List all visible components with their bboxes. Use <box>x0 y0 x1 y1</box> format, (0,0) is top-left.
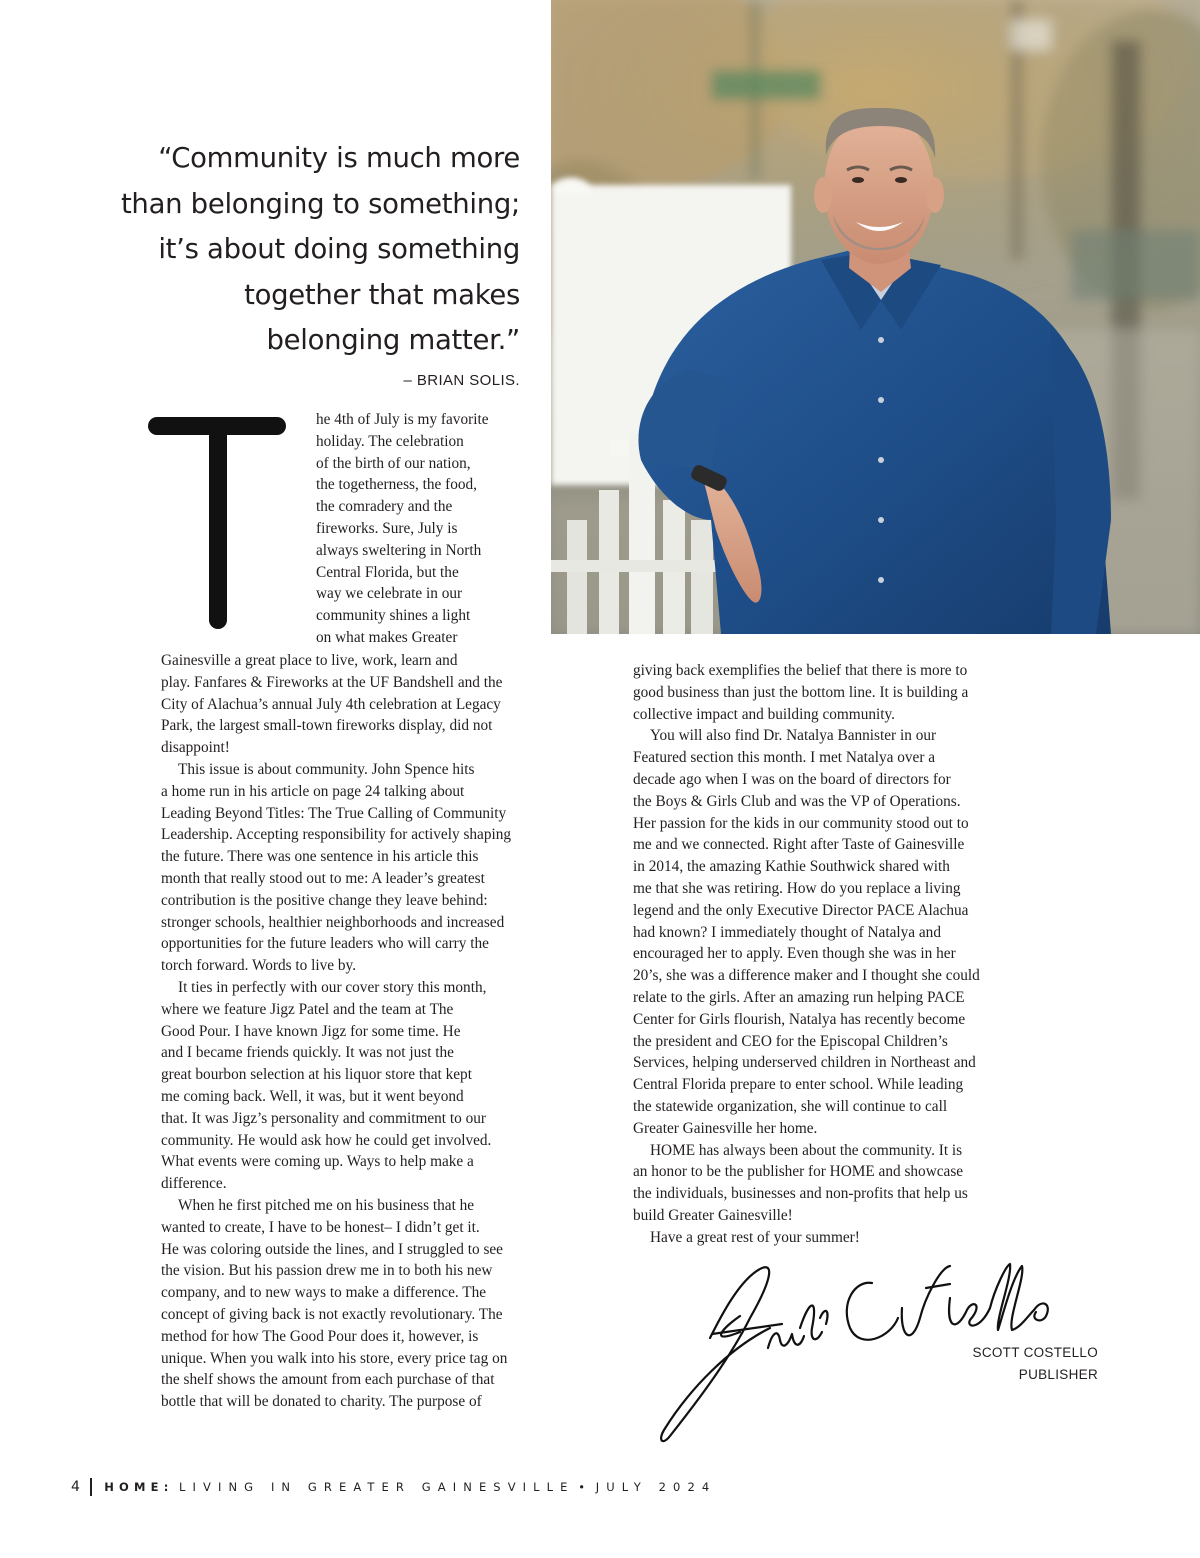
article-line: and I became friends quickly. It was not just the <box>161 1044 454 1062</box>
article-line: Center for Girls flourish, Natalya has recently become <box>633 1010 966 1028</box>
pull-quote <box>110 136 520 364</box>
article-line: holiday. The celebration <box>316 432 464 450</box>
article-line: It ties in perfectly with our cover story this month, <box>178 978 487 996</box>
article-line: Central Florida, but the <box>316 563 459 581</box>
pull-quote-line: it’s about doing something <box>158 233 520 265</box>
article-line: of the birth of our nation, <box>316 454 471 472</box>
article-line: the vision. But his passion drew me in to both his new <box>161 1262 493 1280</box>
article-line: Have a great rest of your summer! <box>650 1228 860 1246</box>
article-line: When he first pitched me on his business that he <box>178 1196 475 1214</box>
article-line: the shelf shows the amount from each purchase of that <box>161 1371 495 1389</box>
article-line: relate to the girls. After an amazing run helping PACE <box>633 988 965 1006</box>
article-line: build Greater Gainesville! <box>633 1206 793 1224</box>
article-line: me and we connected. Right after Taste of Gainesville <box>633 836 965 854</box>
article-line: giving back exemplifies the belief that there is more to <box>633 662 968 679</box>
footer-bullet: • <box>578 1480 593 1494</box>
drop-cap-stem <box>209 417 227 629</box>
pull-quote-line: “Community is much more <box>158 142 520 174</box>
article-intro <box>316 409 489 649</box>
article-line: bottle that will be donated to charity. The purpose of <box>161 1393 482 1411</box>
article-line: 20’s, she was a difference maker and I thought she could <box>633 967 980 985</box>
article-line: fireworks. Sure, July is <box>316 519 458 537</box>
article-line: on what makes Greater <box>316 628 458 646</box>
article-line: unique. When you walk into his store, every price tag on <box>161 1349 508 1367</box>
article-line: a home run in his article on page 24 talking about <box>161 782 465 800</box>
article-line: the togetherness, the food, <box>316 476 477 494</box>
article-line: play. Fanfares & Fireworks at the UF Bandshell and the <box>161 673 503 691</box>
drop-cap-letter <box>148 417 286 629</box>
pull-quote-line: than belonging to something; <box>120 187 520 220</box>
article-line: the president and CEO for the Episcopal Children’s <box>633 1032 948 1050</box>
article-line: where we feature Jigz Patel and the team at The <box>161 1000 454 1018</box>
article-line: opportunities for the future leaders who will carry the <box>161 935 489 953</box>
article-line: Featured section this month. I met Natalya over a <box>633 749 936 767</box>
article-line: difference. <box>161 1175 227 1193</box>
article-line: me coming back. Well, it was, but it went beyond <box>161 1087 464 1105</box>
article-line: concept of giving back is not exactly revolutionary. The <box>161 1305 503 1323</box>
article-line: Her passion for the kids in our community stood out to <box>633 814 969 832</box>
article-line: community shines a light <box>316 607 471 625</box>
article-line: the individuals, businesses and non-profits that help us <box>633 1185 968 1203</box>
article-column-right <box>633 660 980 1249</box>
article-line: Leading Beyond Titles: The True Calling of Community <box>161 804 507 822</box>
article-line: encouraged her to apply. Even though she was in her <box>633 945 956 963</box>
article-column-left <box>161 650 511 1413</box>
article-line: the comradery and the <box>316 498 453 516</box>
pull-quote-line: belonging matter.” <box>266 324 520 356</box>
article-line: This issue is about community. John Spence hits <box>178 760 475 778</box>
article-line: Gainesville a great place to live, work, learn and <box>161 652 458 669</box>
article-line: Leadership. Accepting responsibility for actively shaping <box>161 826 512 844</box>
article-line: the Boys & Girls Club and was the VP of Operations. <box>633 792 961 810</box>
article-line: Services, helping underserved children in Northeast and <box>633 1054 976 1072</box>
article-line: an honor to be the publisher for HOME and showcase <box>633 1163 964 1181</box>
article-line: Park, the largest small-town fireworks display, did not <box>161 717 493 735</box>
footer-divider <box>90 1478 92 1496</box>
article-line: wanted to create, I have to be honest– I didn’t get it. <box>161 1218 480 1236</box>
article-line: way we celebrate in our <box>316 585 463 603</box>
article-line: Good Pour. I have known Jigz for some time. He <box>161 1022 461 1040</box>
signature-name: SCOTT COSTELLO <box>972 1345 1098 1360</box>
article-line: Greater Gainesville her home. <box>633 1119 818 1137</box>
article-line: always sweltering in North <box>316 541 482 559</box>
article-line: City of Alachua’s annual July 4th celebration at Legacy <box>161 695 501 713</box>
page-number: 4 <box>71 1479 80 1495</box>
article-line: had known? I immediately thought of Natalya and <box>633 923 941 941</box>
article-line: the future. There was one sentence in his article this <box>161 848 479 866</box>
publisher-portrait-photo <box>551 0 1200 634</box>
article-line: HOME has always been about the community. It is <box>650 1141 963 1159</box>
article-line: collective impact and building community. <box>633 705 895 723</box>
article-line: torch forward. Words to live by. <box>161 957 357 975</box>
article-line: community. He would ask how he could get involved. <box>161 1131 492 1149</box>
article-line: legend and the only Executive Director PACE Alachua <box>633 901 969 919</box>
brand-separator: : <box>163 1480 176 1494</box>
magazine-subtitle: LIVING IN GREATER GAINESVILLE <box>179 1480 575 1494</box>
article-line: me that she was retiring. How do you replace a living <box>633 879 961 897</box>
article-line: that. It was Jigz’s personality and commitment to our <box>161 1109 486 1127</box>
article-line: in 2014, the amazing Kathie Southwick shared with <box>633 858 950 876</box>
page-footer <box>71 1478 716 1498</box>
article-line: What events were coming up. Ways to help make a <box>161 1153 474 1171</box>
article-line: decade ago when I was on the board of directors for <box>633 770 951 788</box>
article-line: He was coloring outside the lines, and I struggled to see <box>161 1240 503 1258</box>
signature-title: PUBLISHER <box>1018 1367 1098 1382</box>
article-line: Central Florida prepare to enter school. While leading <box>633 1076 964 1094</box>
issue-date: JULY 2024 <box>595 1480 717 1494</box>
article-line: method for how The Good Pour does it, however, is <box>161 1327 479 1345</box>
quote-attribution: – BRIAN SOLIS. <box>403 372 520 389</box>
pull-quote-line: together that makes <box>244 278 520 311</box>
article-line: he 4th of July is my favorite <box>316 411 489 428</box>
article-line: You will also find Dr. Natalya Bannister in our <box>650 727 937 745</box>
article-line: good business than just the bottom line. It is building a <box>633 683 969 701</box>
article-line: stronger schools, healthier neighborhoods and increased <box>161 913 505 931</box>
article-line: disappoint! <box>161 739 230 757</box>
article-line: great bourbon selection at his liquor store that kept <box>161 1066 472 1084</box>
magazine-brand: HOME <box>104 1480 164 1494</box>
article-line: contribution is the positive change they leave behind: <box>161 891 488 909</box>
article-line: the statewide organization, she will continue to call <box>633 1097 948 1115</box>
article-line: month that really stood out to me: A leader’s greatest <box>161 869 485 887</box>
article-line: company, and to new ways to make a difference. The <box>161 1284 487 1302</box>
